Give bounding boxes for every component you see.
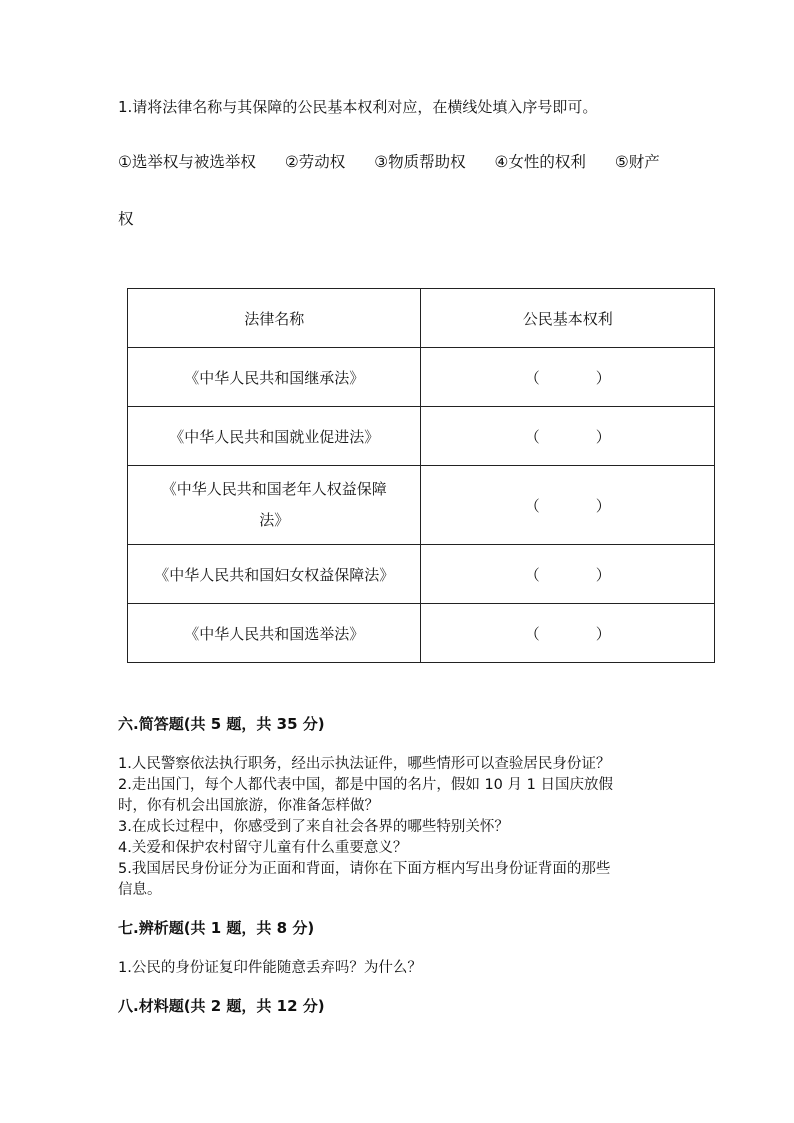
law-name: 《中华人民共和国妇女权益保障法》	[128, 545, 421, 604]
answer-blank[interactable]: （ ）	[421, 348, 715, 407]
section-6-line: 3.在成长过程中，你感受到了来自社会各界的哪些特别关怀？	[118, 819, 509, 835]
answer-blank[interactable]: （ ）	[421, 466, 715, 545]
table-row	[128, 407, 715, 466]
option-4: ④女性的权利	[494, 153, 586, 171]
section-6-line: 1.人民警察依法执行职务，经出示执法证件，哪些情形可以查验居民身份证？	[118, 756, 611, 772]
section-7-title: 七.辨析题(共 1 题，共 8 分)	[118, 919, 315, 937]
section-8-title: 八.材料题(共 2 题，共 12 分)	[118, 997, 325, 1015]
table-row	[128, 466, 715, 545]
law-name: 《中华人民共和国选举法》	[128, 604, 421, 663]
table-header-row	[128, 289, 715, 348]
section-7-question: 1.公民的身份证复印件能随意丢弃吗？为什么？	[118, 960, 422, 976]
option-2: ②劳动权	[284, 153, 346, 171]
law-name: 《中华人民共和国老年人权益保障 法》	[128, 466, 421, 545]
table-row	[128, 545, 715, 604]
header-civil-rights: 公民基本权利	[421, 289, 715, 348]
option-3: ③物质帮助权	[374, 153, 466, 171]
answer-blank[interactable]: （ ）	[421, 604, 715, 663]
section-6-title: 六.简答题(共 5 题，共 35 分)	[118, 715, 325, 733]
section-6-line: 2.走出国门，每个人都代表中国，都是中国的名片，假如 10 月 1 日国庆放假	[118, 777, 613, 793]
header-law-name: 法律名称	[128, 289, 421, 348]
section-6-line: 5.我国居民身份证分为正面和背面，请你在下面方框内写出身份证背面的那些	[118, 861, 611, 877]
option-5-wrap: 权	[118, 210, 134, 228]
table-row	[128, 604, 715, 663]
section-6-line: 信息。	[118, 882, 162, 898]
question-1-intro: 1.请将法律名称与其保障的公民基本权利对应，在横线处填入序号即可。	[118, 98, 598, 116]
options-list	[118, 150, 660, 172]
section-6-line: 时，你有机会出国旅游，你准备怎样做？	[118, 798, 379, 814]
option-5: ⑤财产	[614, 153, 660, 171]
table-row	[128, 348, 715, 407]
answer-blank[interactable]: （ ）	[421, 545, 715, 604]
option-1: ①选举权与被选举权	[118, 153, 256, 171]
law-rights-table	[127, 288, 715, 663]
law-name: 《中华人民共和国就业促进法》	[128, 407, 421, 466]
law-name: 《中华人民共和国继承法》	[128, 348, 421, 407]
answer-blank[interactable]: （ ）	[421, 407, 715, 466]
section-6-line: 4.关爱和保护农村留守儿童有什么重要意义？	[118, 840, 408, 856]
